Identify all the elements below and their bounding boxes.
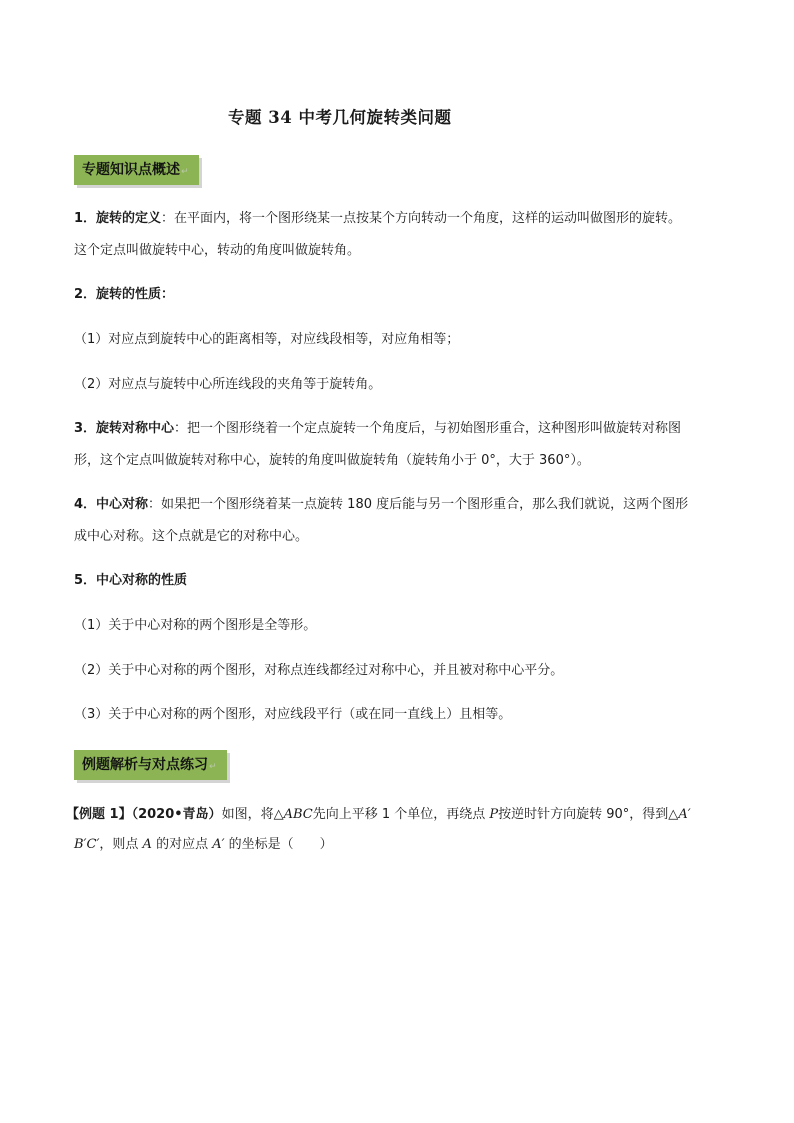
section-heading-label: 专题知识点概述 [82, 162, 180, 178]
math-point-p: P [489, 807, 499, 822]
page-title: 专题 34 中考几何旋转类问题 [228, 108, 452, 127]
list-item-central-symmetry-property-2: （2）关于中心对称的两个图形，对称点连线都经过对称中心，并且被对称中心平分。 [74, 663, 564, 678]
list-item-rotation-property-2: （2）对应点与旋转中心所连线段的夹角等于旋转角。 [74, 377, 382, 392]
paragraph-rotation-definition-line2: 这个定点叫做旋转中心，转动的角度叫做旋转角。 [74, 243, 361, 258]
paragraph-text: ：把一个图形绕着一个定点旋转一个角度后，与初始图形重合，这种图形叫做旋转对称图 [174, 421, 682, 436]
return-mark-icon: ↵ [181, 167, 189, 177]
term-rotation-properties: 2．旋转的性质： [74, 287, 175, 302]
list-item-rotation-property-1: （1）对应点到旋转中心的距离相等，对应线段相等，对应角相等； [74, 332, 460, 347]
example-text: 如图，将△ [221, 807, 284, 822]
math-point-a: A [142, 837, 152, 852]
section-heading-knowledge-overview [74, 155, 199, 185]
paragraph-rotational-symmetry-line1 [74, 414, 734, 444]
paragraph-rotational-symmetry-line2: 形，这个定点叫做旋转对称中心，旋转的角度叫做旋转角（旋转角小于 0°，大于 360°）。 [74, 453, 590, 468]
math-point-a-prime: A′ [212, 837, 225, 852]
paragraph-text: ：在平面内，将一个图形绕某一点按某个方向转动一个角度，这样的运动叫做图形的旋转。 [161, 211, 682, 226]
term-rotation-definition: 1．旋转的定义 [74, 211, 162, 226]
paragraph-central-symmetry-line2: 成中心对称。这个点就是它的对称中心。 [74, 529, 309, 544]
example-text: 的坐标是（ ） [224, 837, 333, 852]
example-text: 先向上平移 1 个单位，再绕点 [312, 807, 490, 822]
math-points-b-c-prime: B′C′ [74, 837, 100, 852]
paragraph-central-symmetry-properties-heading [74, 566, 734, 596]
list-item-central-symmetry-property-3: （3）关于中心对称的两个图形，对应线段平行（或在同一直线上）且相等。 [74, 707, 512, 722]
math-point-a-prime: A′ [678, 807, 691, 822]
example-label: 【例题 1】（2020•青岛） [66, 807, 222, 822]
example-text: ，则点 [99, 837, 143, 852]
example-1-line1 [66, 800, 726, 830]
paragraph-rotation-properties-heading [74, 280, 734, 310]
example-text: 按逆时针方向旋转 90°，得到△ [498, 807, 679, 822]
section-heading-label: 例题解析与对点练习 [82, 757, 208, 773]
example-1-line2 [74, 830, 734, 860]
math-triangle-abc: ABC [283, 807, 313, 822]
paragraph-text: ：如果把一个图形绕着某一点旋转 180 度后能与另一个图形重合，那么我们就说，这两个图形 [148, 497, 689, 512]
return-mark-icon: ↵ [209, 762, 217, 772]
section-heading-examples-practice [74, 750, 227, 780]
term-central-symmetry: 4．中心对称 [74, 497, 149, 512]
term-central-symmetry-properties: 5．中心对称的性质 [74, 573, 188, 588]
term-rotational-symmetry-center: 3．旋转对称中心 [74, 421, 175, 436]
paragraph-central-symmetry-line1 [74, 490, 734, 520]
list-item-central-symmetry-property-1: （1）关于中心对称的两个图形是全等形。 [74, 618, 317, 633]
example-text: 的对应点 [151, 837, 213, 852]
paragraph-rotation-definition-line1 [74, 204, 734, 234]
